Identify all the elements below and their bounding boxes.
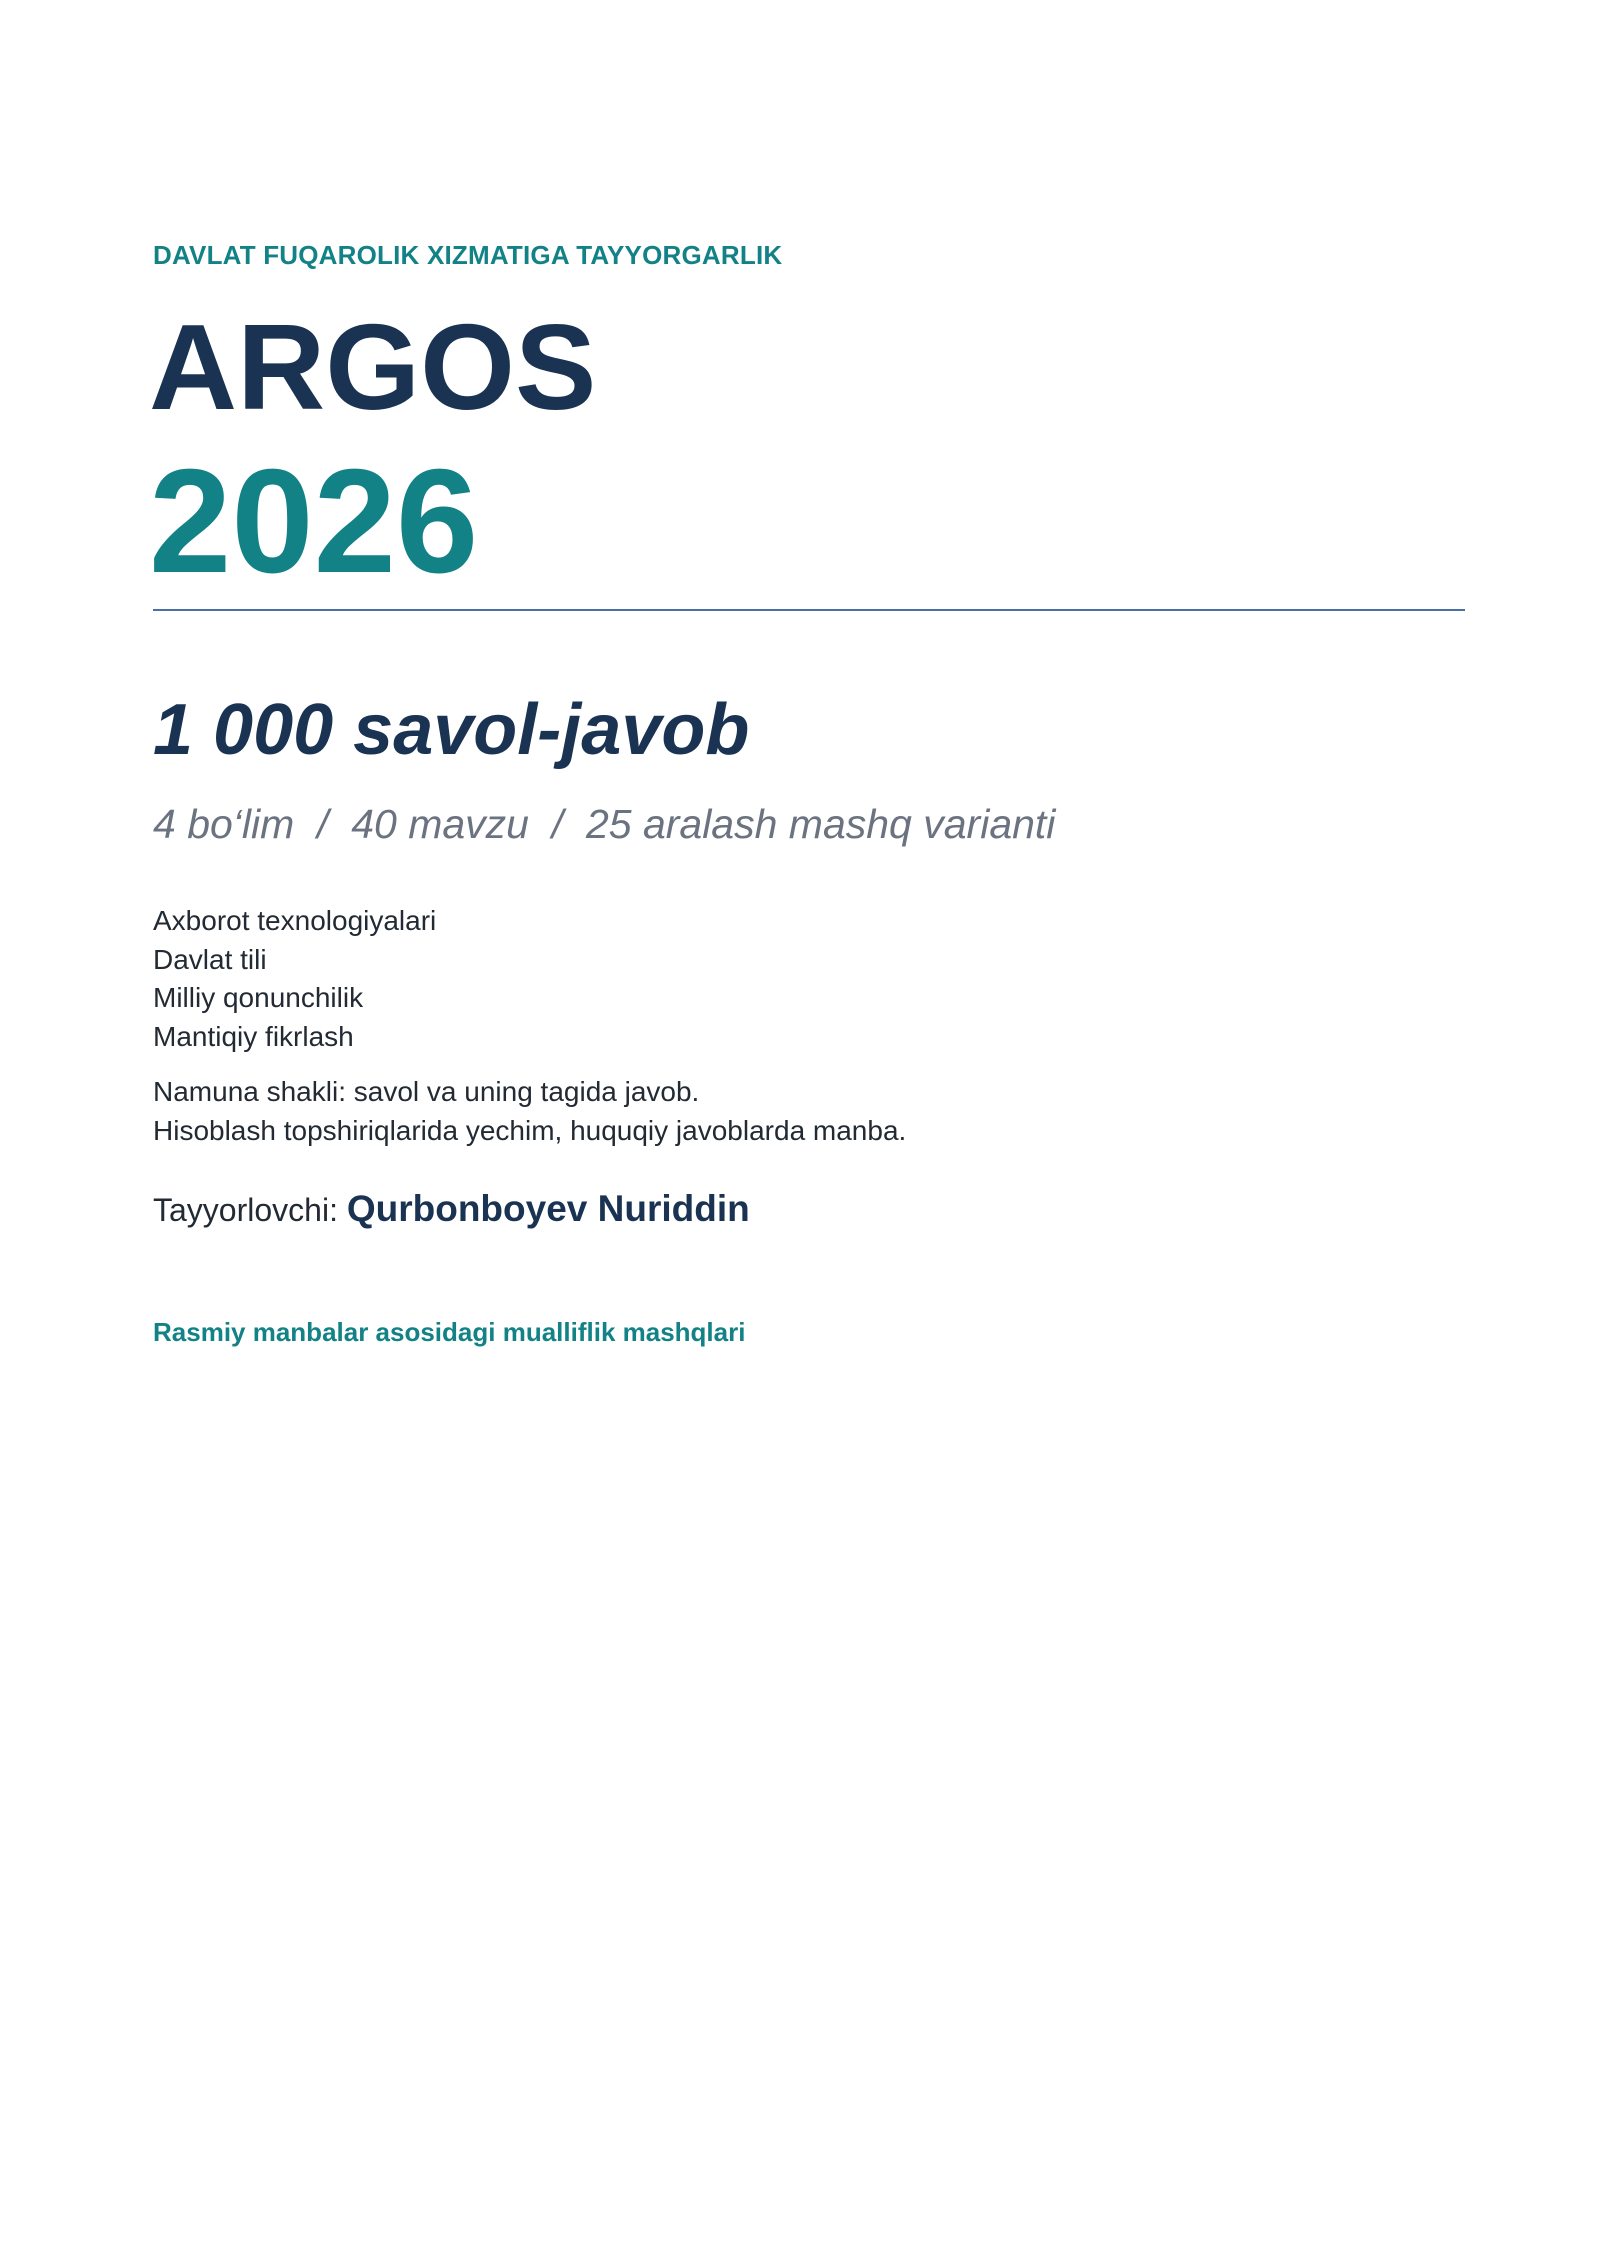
cover-subline: 4 bo‘lim / 40 mavzu / 25 aralash mashq varianti: [153, 801, 1056, 847]
cover-year: 2026: [149, 439, 479, 604]
format-note: Hisoblash topshiriqlarida yechim, huquqiy javoblarda manba.: [153, 1114, 907, 1146]
cover-eyebrow: DAVLAT FUQAROLIK XIZMATIGA TAYYORGARLIK: [153, 240, 783, 270]
cover-title: ARGOS: [149, 299, 597, 435]
cover-headline: 1 000 savol-javob: [153, 690, 750, 770]
section-item: Axborot texnologiyalari: [153, 905, 437, 936]
section-item: Davlat tili: [153, 943, 267, 975]
author-line: [153, 1188, 750, 1230]
author-name: Qurbonboyev Nuriddin: [346, 1188, 750, 1229]
source-note: Rasmiy manbalar asosidagi mualliflik mashqlari: [153, 1317, 746, 1347]
section-item: Milliy qonunchilik: [153, 982, 364, 1013]
format-notes: [153, 1073, 906, 1150]
section-list: [153, 902, 436, 1056]
author-label: Tayyorlovchi:: [153, 1192, 347, 1228]
format-note: Namuna shakli: savol va uning tagida javob.: [153, 1076, 700, 1107]
section-item: Mantiqiy fikrlash: [153, 1020, 354, 1052]
title-divider: [153, 609, 1465, 611]
